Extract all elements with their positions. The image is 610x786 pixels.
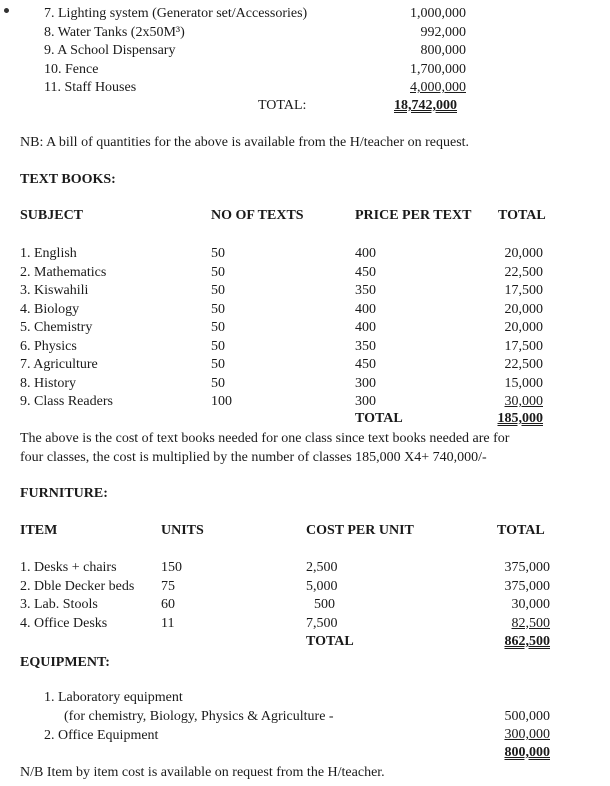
textbooks-heading: TEXT BOOKS:	[20, 172, 116, 187]
building-item-label: 10. Fence	[44, 61, 99, 77]
textbook-subject: 8. History	[20, 375, 76, 391]
textbook-subject: 1. English	[20, 246, 77, 261]
building-item-amount: 1,700,000	[410, 61, 466, 77]
textbooks-header-total: TOTAL	[498, 208, 546, 223]
nb-footer: N/B Item by item cost is available on request from the H/teacher.	[20, 765, 385, 780]
textbooks-total-label: TOTAL	[355, 411, 403, 426]
textbook-subject: 4. Biology	[20, 301, 80, 317]
bullet-mark	[3, 7, 10, 14]
furniture-units: 11	[161, 615, 175, 631]
furniture-item: 1. Desks + chairs	[20, 560, 117, 575]
textbook-price: 400	[355, 301, 376, 317]
building-item-label: 7. Lighting system (Generator set/Accessories)	[44, 6, 308, 21]
textbooks-header-texts: NO OF TEXTS	[211, 208, 304, 223]
textbook-total: 22,500	[504, 264, 543, 280]
nb-note: NB: A bill of quantities for the above is available from the H/teacher on request.	[20, 135, 470, 150]
textbook-subject: 9. Class Readers	[20, 394, 113, 409]
furniture-units: 150	[161, 560, 182, 575]
equipment-item1: 1. Laboratory equipment	[44, 690, 183, 705]
furniture-total-label: TOTAL	[306, 634, 354, 649]
textbook-total: 17,500	[504, 283, 543, 298]
textbook-subject: 5. Chemistry	[20, 320, 93, 335]
furniture-item: 4. Office Desks	[20, 615, 108, 631]
textbook-price: 400	[355, 320, 376, 335]
building-total-label: TOTAL:	[258, 98, 307, 113]
furniture-cost: 7,500	[306, 615, 338, 631]
textbook-price: 300	[355, 375, 376, 391]
building-item-amount: 4,000,000	[410, 80, 466, 95]
textbook-total: 22,500	[504, 357, 543, 372]
furniture-heading: FURNITURE:	[20, 486, 108, 501]
furniture-header-units: UNITS	[161, 523, 204, 538]
building-item-label: 9. A School Dispensary	[44, 43, 176, 58]
textbook-total: 20,000	[504, 246, 543, 261]
equipment-heading: EQUIPMENT:	[20, 655, 110, 670]
textbook-price: 450	[355, 357, 376, 372]
equipment-item1-sub: (for chemistry, Biology, Physics & Agriculture -	[64, 709, 334, 724]
textbook-texts: 50	[211, 375, 225, 391]
textbook-total: 17,500	[504, 338, 543, 354]
textbooks-total: 185,000	[497, 411, 543, 426]
equipment-total: 800,000	[504, 745, 550, 760]
textbook-texts: 100	[211, 394, 232, 409]
furniture-total: 375,000	[504, 578, 550, 594]
textbook-texts: 50	[211, 357, 225, 372]
building-item-amount: 800,000	[420, 43, 466, 58]
textbook-total: 30,000	[504, 394, 543, 409]
textbook-price: 400	[355, 246, 376, 261]
furniture-units: 60	[161, 597, 175, 612]
textbook-total: 20,000	[504, 301, 543, 317]
furniture-cost: 5,000	[306, 578, 338, 594]
furniture-header-item: ITEM	[20, 523, 58, 538]
furniture-cost: 500	[314, 597, 335, 612]
textbook-price: 350	[355, 338, 376, 354]
furniture-item: 3. Lab. Stools	[20, 597, 98, 612]
furniture-total: 375,000	[504, 560, 550, 575]
building-total: 18,742,000	[394, 98, 457, 113]
textbook-subject: 2. Mathematics	[20, 264, 107, 280]
furniture-total: 30,000	[511, 597, 550, 612]
textbook-total: 15,000	[504, 375, 543, 391]
equipment-item2: 2. Office Equipment	[44, 728, 159, 743]
textbook-texts: 50	[211, 246, 225, 261]
textbook-subject: 3. Kiswahili	[20, 283, 89, 298]
furniture-total: 862,500	[504, 634, 550, 649]
textbook-texts: 50	[211, 264, 225, 280]
textbook-total: 20,000	[504, 320, 543, 335]
furniture-total: 82,500	[511, 615, 550, 631]
building-item-label: 11. Staff Houses	[44, 80, 137, 95]
textbook-texts: 50	[211, 320, 225, 335]
equipment-item2-amount: 300,000	[504, 727, 550, 742]
textbook-texts: 50	[211, 283, 225, 298]
textbook-price: 450	[355, 264, 376, 280]
textbook-texts: 50	[211, 301, 225, 317]
furniture-header-total: TOTAL	[497, 523, 545, 538]
building-item-amount: 992,000	[420, 24, 466, 40]
textbooks-note-line1: The above is the cost of text books needed for one class since text books needed are for	[20, 431, 510, 446]
textbook-price: 350	[355, 283, 376, 298]
textbooks-header-subject: SUBJECT	[20, 208, 84, 223]
textbooks-note-line2: four classes, the cost is multiplied by the number of classes 185,000 X4+ 740,000/-	[20, 450, 487, 465]
textbooks-header-price: PRICE PER TEXT	[355, 208, 472, 223]
furniture-units: 75	[161, 578, 175, 594]
furniture-header-cost: COST PER UNIT	[306, 523, 414, 538]
building-item-amount: 1,000,000	[410, 6, 466, 21]
furniture-item: 2. Dble Decker beds	[20, 578, 135, 594]
textbook-subject: 6. Physics	[20, 338, 77, 354]
textbook-subject: 7. Agriculture	[20, 357, 98, 372]
furniture-cost: 2,500	[306, 560, 338, 575]
building-item-label: 8. Water Tanks (2x50M³)	[44, 24, 185, 40]
equipment-item1-amount: 500,000	[504, 709, 550, 724]
textbook-price: 300	[355, 394, 376, 409]
textbook-texts: 50	[211, 338, 225, 354]
